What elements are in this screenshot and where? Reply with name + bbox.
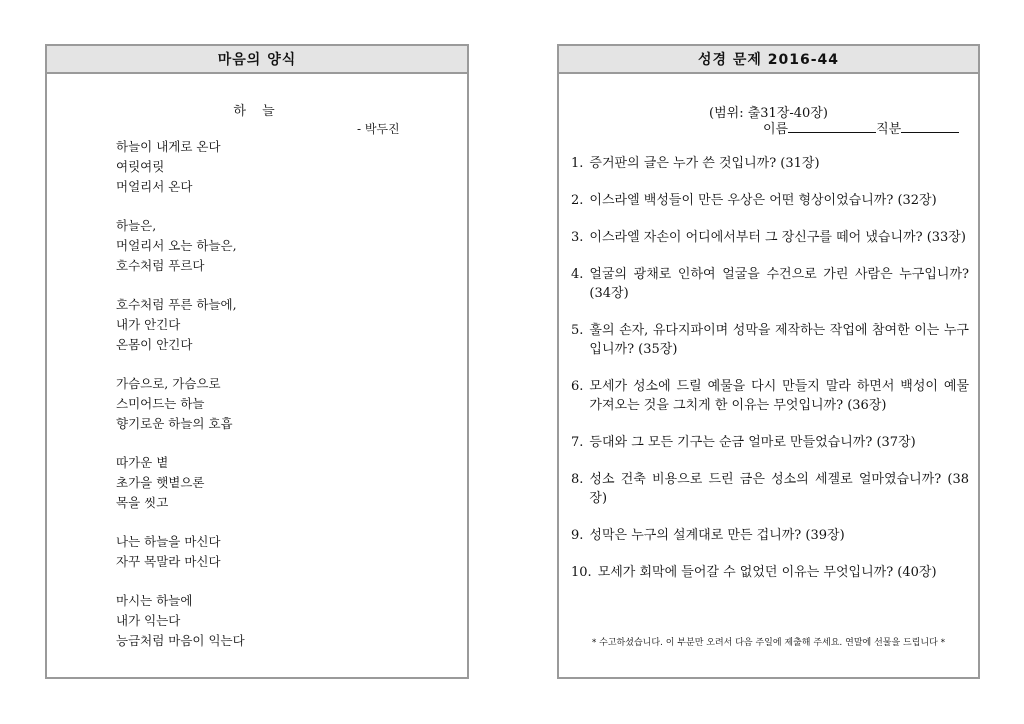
- poem-line: 능금처럼 마음이 익는다: [116, 633, 245, 648]
- question-item: [571, 265, 969, 303]
- poem-body: [116, 137, 245, 670]
- question-text: 모세가 성소에 드릴 예물을 다시 만들지 말라 하면서 백성이 예물 가져오는 것을 그치게 한 이유는 무엇입니까? (36장): [589, 379, 969, 413]
- poem-stanza: [116, 216, 245, 276]
- quiz-range: (범위: 출31장-40장): [709, 106, 828, 121]
- poem-line: 자꾸 목말라 마신다: [116, 554, 221, 569]
- poem-panel-header: 마음의 양식: [47, 46, 467, 74]
- question-number: 1.: [571, 156, 584, 171]
- question-number: 4.: [571, 267, 584, 282]
- name-blank[interactable]: [788, 120, 876, 133]
- poem-line: 호수처럼 푸르다: [116, 258, 205, 273]
- poem-line: 가슴으로, 가슴으로: [116, 376, 221, 391]
- question-text: 이스라엘 자손이 어디에서부터 그 장신구를 떼어 냈습니까? (33장): [589, 230, 966, 245]
- question-number: 5.: [571, 323, 584, 338]
- poem-stanza: [116, 532, 245, 572]
- question-text: 얼굴의 광채로 인하여 얼굴을 수건으로 가린 사람은 누구입니까? (34장): [589, 267, 969, 301]
- question-text: 성소 건축 비용으로 드린 금은 성소의 세겔로 얼마였습니까? (38장): [589, 472, 969, 506]
- question-text: 훌의 손자, 유다지파이며 성막을 제작하는 작업에 참여한 이는 누구입니까? (35장): [589, 323, 969, 357]
- poem-line: 향기로운 하늘의 호흡: [116, 416, 233, 431]
- poem-line: 머얼리서 오는 하늘은,: [116, 238, 237, 253]
- question-number: 9.: [571, 528, 584, 543]
- question-list: [571, 154, 969, 600]
- poem-stanza: [116, 374, 245, 434]
- question-number: 6.: [571, 379, 584, 394]
- poem-stanza: [116, 295, 245, 355]
- question-item: [571, 526, 969, 545]
- question-item: [571, 377, 969, 415]
- poem-stanza: [116, 453, 245, 513]
- question-text: 등대와 그 모든 기구는 순금 얼마로 만들었습니까? (37장): [589, 435, 916, 450]
- poem-line: 내가 안긴다: [116, 317, 181, 332]
- quiz-panel: [557, 44, 980, 679]
- question-text: 이스라엘 백성들이 만든 우상은 어떤 형상이었습니까? (32장): [589, 193, 937, 208]
- poem-line: 머얼리서 온다: [116, 179, 193, 194]
- name-role-line: [763, 118, 959, 137]
- question-item: [571, 433, 969, 452]
- role-blank[interactable]: [901, 120, 959, 133]
- question-item: [571, 563, 969, 582]
- poem-panel: [45, 44, 469, 679]
- quiz-panel-header: 성경 문제 2016-44: [559, 46, 978, 74]
- poem-author: - 박두진: [357, 122, 400, 136]
- poem-line: 따가운 볕: [116, 455, 169, 470]
- poem-line: 스미어드는 하늘: [116, 396, 205, 411]
- question-item: [571, 191, 969, 210]
- poem-line: 목을 씻고: [116, 495, 169, 510]
- poem-stanza: [116, 137, 245, 197]
- poem-line: 여릿여릿: [116, 159, 165, 174]
- question-item: [571, 228, 969, 247]
- footer-note: * 수고하셨습니다. 이 부분만 오려서 다음 주일에 제출해 주세요. 연말에 선물을 드립니다 *: [591, 638, 946, 648]
- poem-line: 나는 하늘을 마신다: [116, 534, 221, 549]
- poem-line: 온몸이 안긴다: [116, 337, 193, 352]
- question-text: 증거판의 글은 누가 쓴 것입니까? (31장): [589, 156, 820, 171]
- question-item: [571, 470, 969, 508]
- role-label: 직분: [876, 122, 902, 137]
- name-label: 이름: [763, 122, 789, 137]
- poem-title: 하 늘: [233, 104, 281, 119]
- poem-line: 마시는 하늘에: [116, 593, 193, 608]
- poem-line: 하늘이 내게로 온다: [116, 139, 221, 154]
- question-number: 7.: [571, 435, 584, 450]
- question-text: 성막은 누구의 설계대로 만든 겁니까? (39장): [589, 528, 845, 543]
- question-item: [571, 154, 969, 173]
- poem-line: 하늘은,: [116, 218, 157, 233]
- poem-line: 호수처럼 푸른 하늘에,: [116, 297, 237, 312]
- question-number: 3.: [571, 230, 584, 245]
- question-number: 10.: [571, 565, 592, 580]
- poem-stanza: [116, 591, 245, 651]
- question-number: 2.: [571, 193, 584, 208]
- question-text: 모세가 회막에 들어갈 수 없었던 이유는 무엇입니까? (40장): [597, 565, 937, 580]
- question-number: 8.: [571, 472, 584, 487]
- poem-line: 초가을 햇볕으론: [116, 475, 205, 490]
- poem-line: 내가 익는다: [116, 613, 181, 628]
- question-item: [571, 321, 969, 359]
